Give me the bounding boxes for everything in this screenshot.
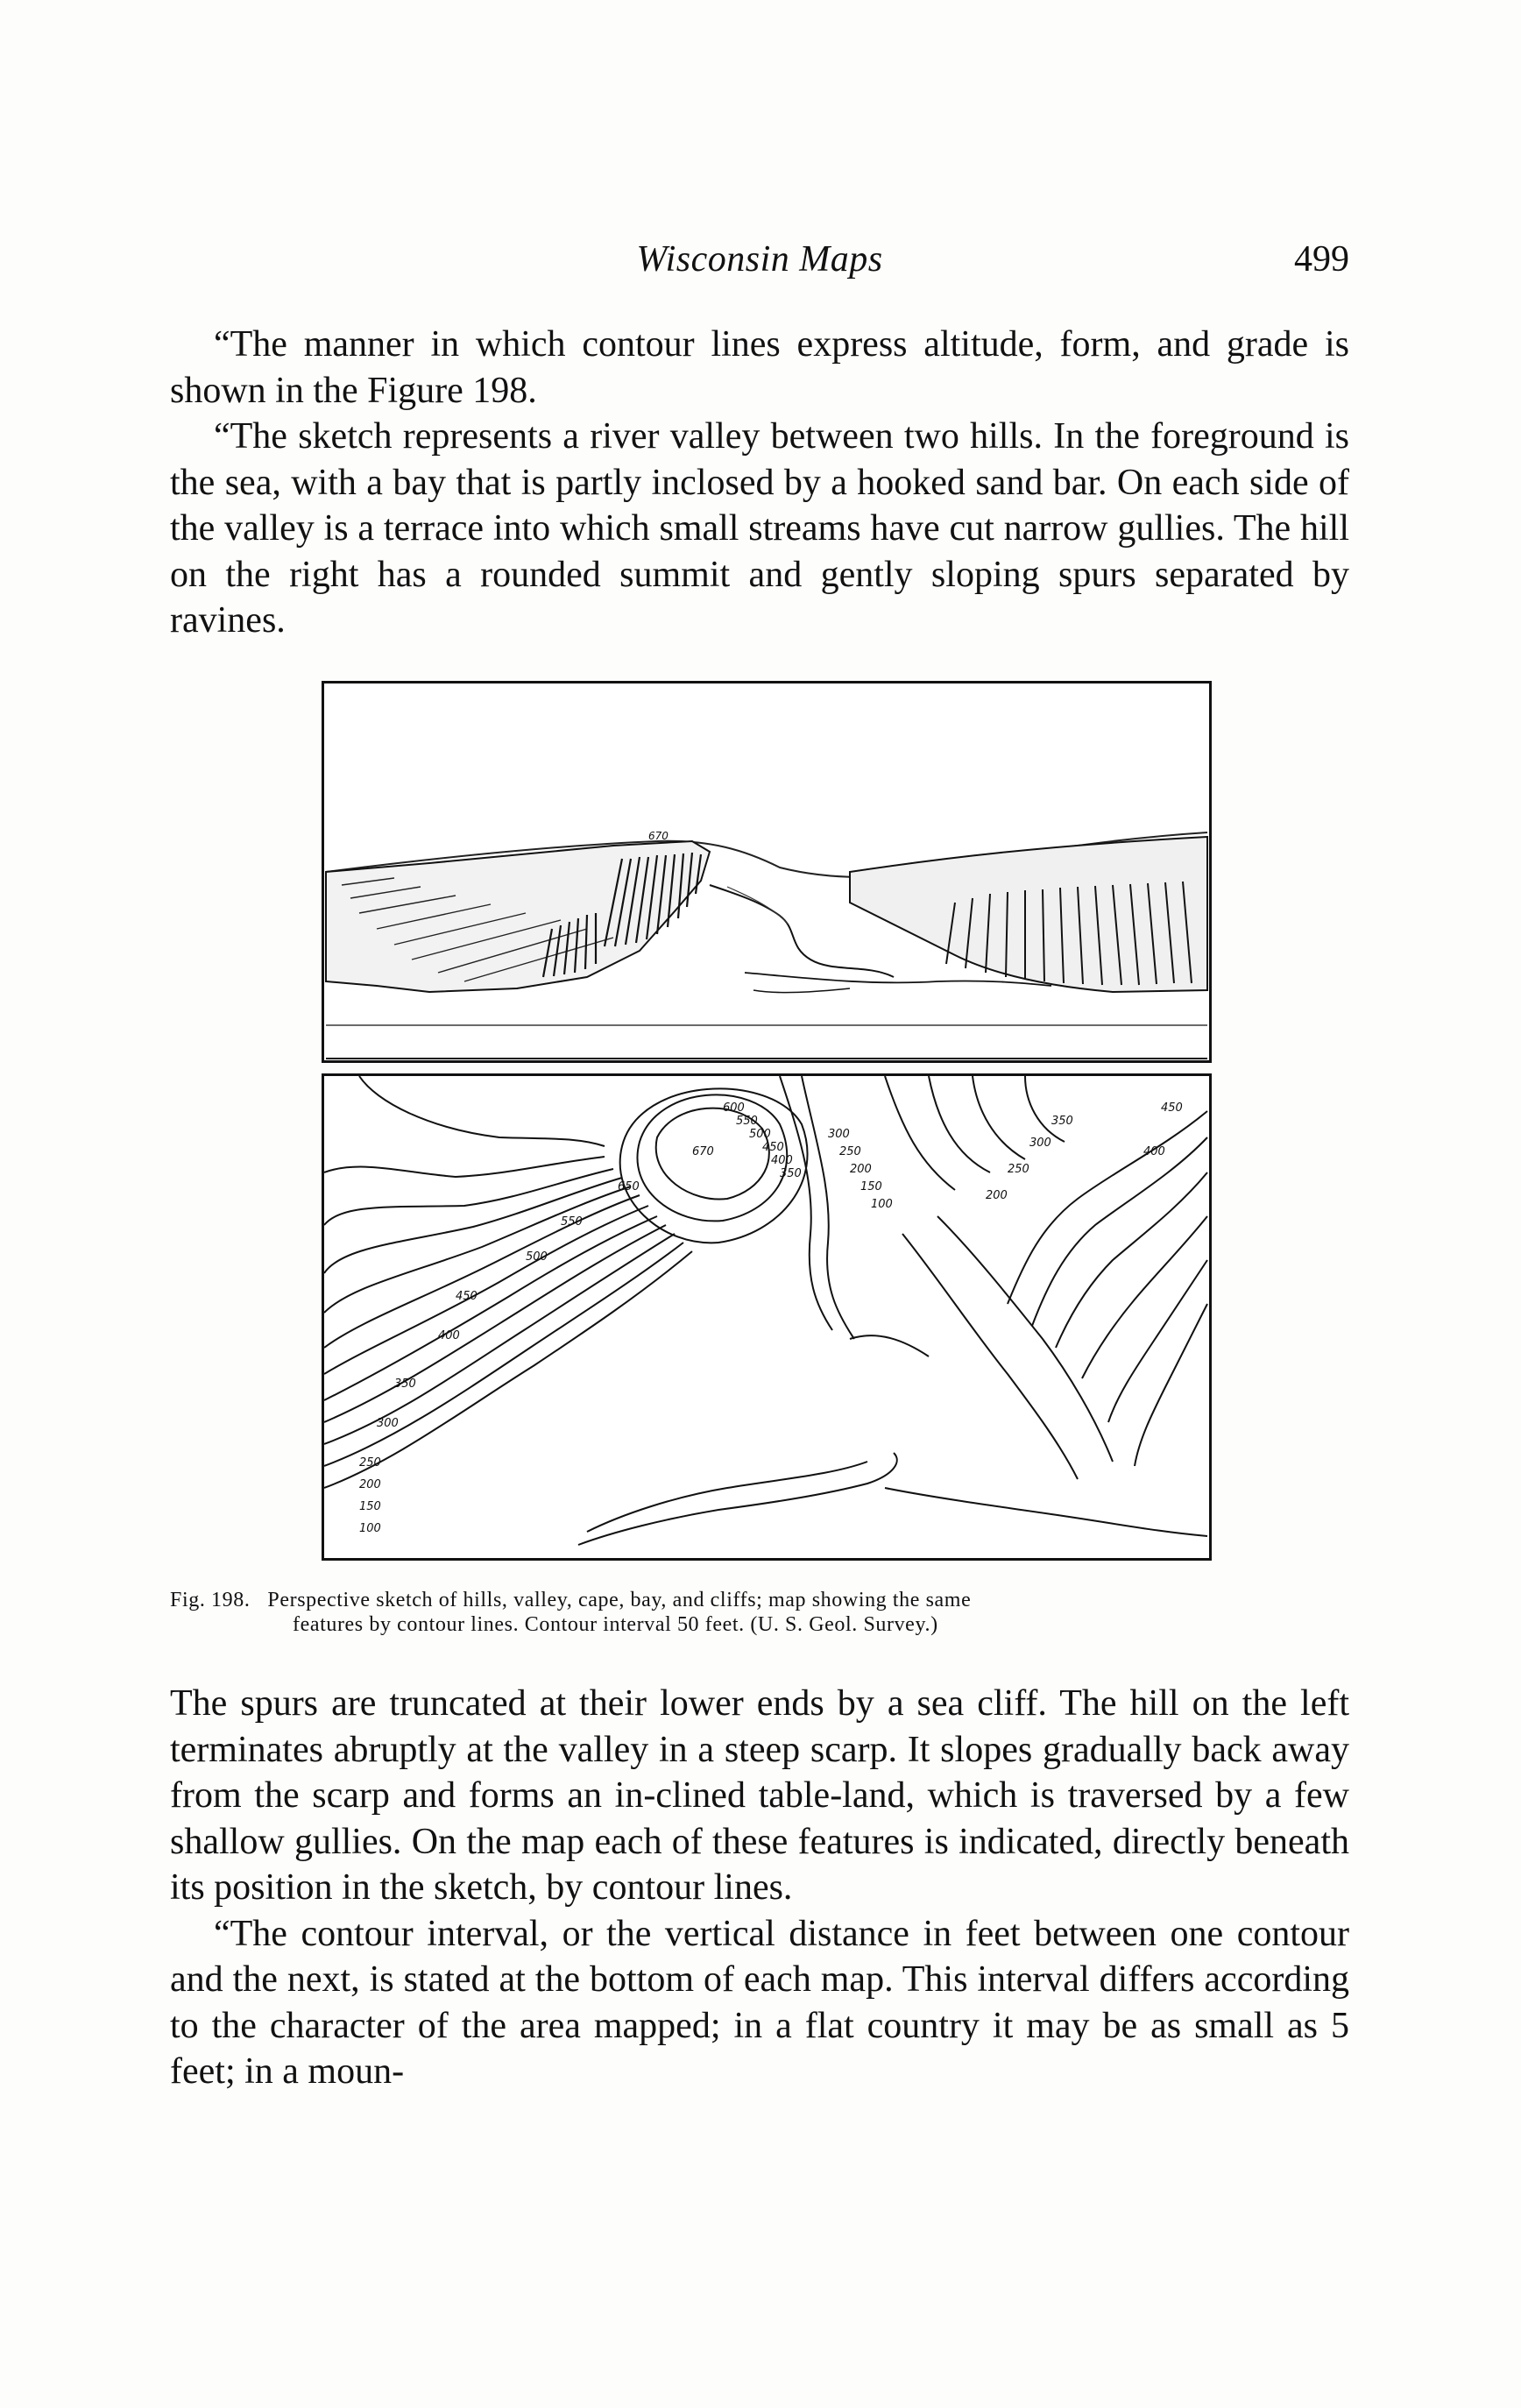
contour-label: 350 — [1051, 1115, 1073, 1128]
paragraph: “The contour interval, or the vertical distance in feet between one contour and the next, is stated at the bottom of each map. This interval differs according to the character of the area mapped; in a flat country it may be as small as 5 feet; in a moun- — [170, 1913, 1349, 2092]
contour-label: 200 — [359, 1478, 381, 1491]
contour-label: 250 — [1008, 1163, 1029, 1176]
contour-map-illustration — [324, 1076, 1209, 1558]
contour-label: 550 — [561, 1215, 583, 1229]
text-block-top — [170, 322, 1349, 644]
contour-label: 350 — [780, 1167, 802, 1180]
figure-caption — [170, 1588, 1349, 1637]
perspective-sketch — [322, 681, 1212, 1063]
contour-label: 400 — [438, 1329, 460, 1342]
paragraph: “The sketch represents a river valley between two hills. In the foreground is the sea, with a bay that is partly inclosed by a hooked sand bar. On each side of the valley is a terrace into which small streams have cut narrow gullies. The hill on the right has a rounded summit and gently sloping spurs separated by ravines. — [170, 416, 1349, 641]
contour-label: 600 — [723, 1101, 745, 1115]
contour-label: 450 — [762, 1141, 784, 1154]
perspective-sketch-illustration — [324, 683, 1209, 1060]
contour-label: 350 — [394, 1378, 416, 1391]
contour-label: 500 — [526, 1250, 548, 1264]
contour-label: 250 — [359, 1456, 381, 1470]
contour-label: 250 — [839, 1145, 861, 1158]
contour-map — [322, 1073, 1212, 1561]
page-number: 499 — [1294, 239, 1349, 280]
contour-label: 500 — [749, 1128, 771, 1141]
paragraph: “The manner in which contour lines express altitude, form, and grade is shown in the Figure 198. — [170, 324, 1349, 411]
contour-label: 450 — [456, 1290, 478, 1303]
contour-label: 200 — [986, 1189, 1008, 1202]
text-block-bottom — [170, 1681, 1349, 2095]
contour-label: 300 — [1029, 1137, 1051, 1150]
summit-label: 670 — [692, 1145, 714, 1158]
contour-label: 100 — [359, 1522, 381, 1535]
contour-label: 300 — [828, 1128, 850, 1141]
contour-label: 150 — [860, 1180, 882, 1193]
contour-label: 400 — [1143, 1145, 1165, 1158]
contour-label: 100 — [871, 1198, 893, 1211]
caption-line-2: features by contour lines. Contour interval 50 feet. (U. S. Geol. Survey.) — [293, 1613, 938, 1636]
contour-label: 650 — [618, 1180, 640, 1193]
contour-label: 200 — [850, 1163, 872, 1176]
caption-line-1: Perspective sketch of hills, valley, cape, bay, and cliffs; map showing the same — [267, 1589, 972, 1611]
contour-label: 400 — [771, 1154, 793, 1167]
contour-label: 550 — [736, 1115, 758, 1128]
figure-number: Fig. 198. — [170, 1589, 251, 1611]
paragraph: The spurs are truncated at their lower ends by a sea cliff. The hill on the left terminates abruptly at the valley in a steep scarp. It slopes gradually back away from the scarp and forms an in-clined table-land, which is traversed by a few shallow gullies. On the map each of these features is indicated, directly beneath its position in the sketch, by contour lines. — [170, 1683, 1349, 1908]
sketch-summit-label: 670 — [648, 830, 669, 842]
contour-label: 450 — [1161, 1101, 1183, 1115]
contour-label: 300 — [377, 1417, 399, 1430]
running-head — [170, 238, 1349, 291]
contour-label: 150 — [359, 1500, 381, 1513]
running-title: Wisconsin Maps — [636, 239, 883, 280]
